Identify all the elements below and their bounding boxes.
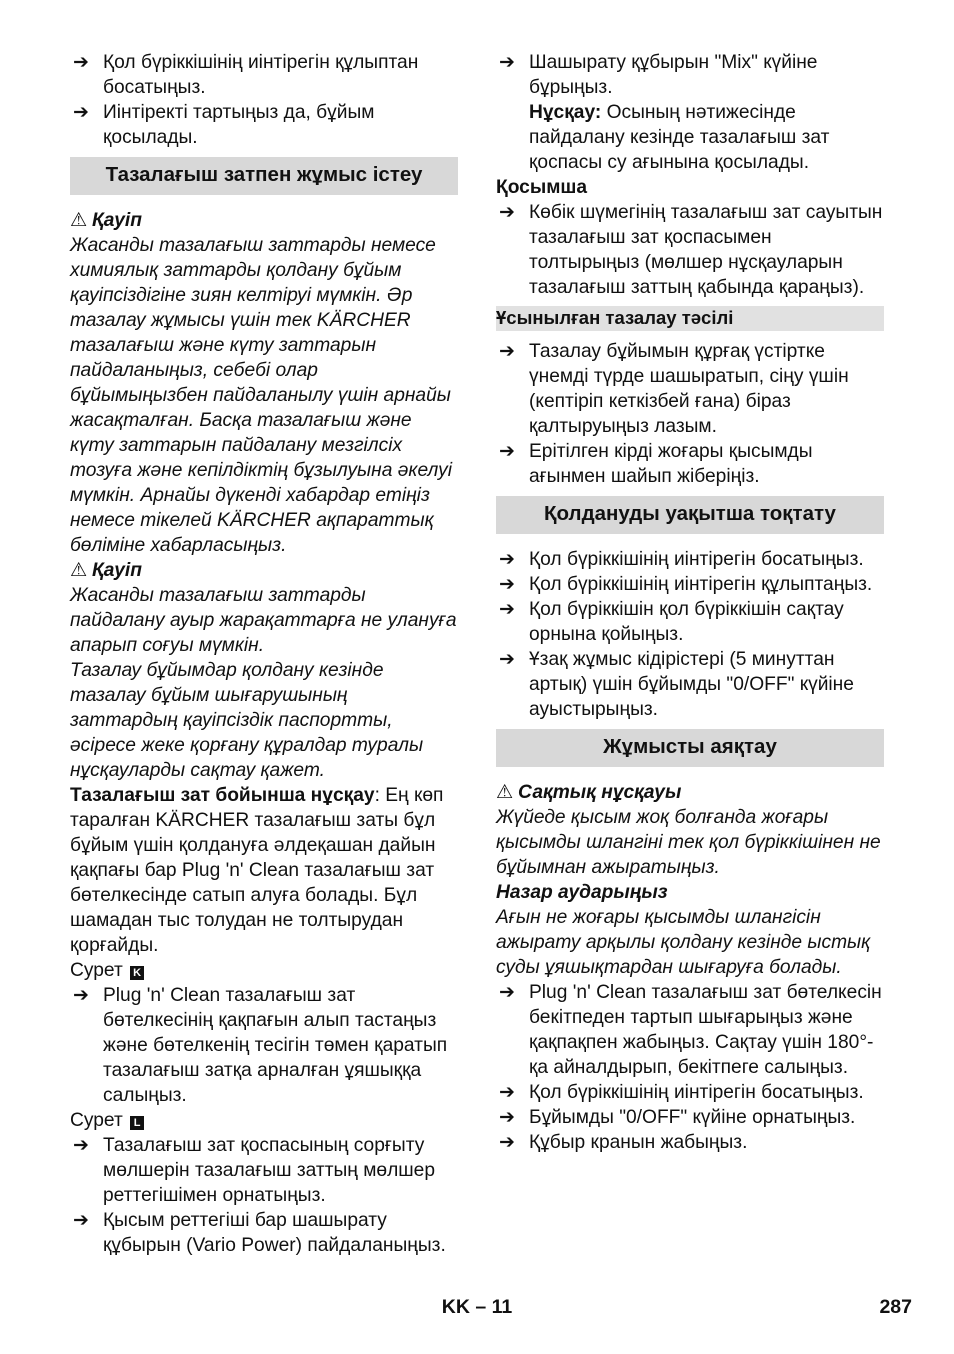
warning-triangle-icon: ⚠	[70, 210, 88, 231]
arrow-right-icon: ➔	[499, 1107, 515, 1128]
section-heading: Жұмысты аяқтау	[496, 729, 884, 767]
list-item: ➔ Құбыр кранын жабыңыз.	[499, 1132, 748, 1153]
figure-reference: Сурет L	[70, 1108, 458, 1133]
arrow-right-icon: ➔	[499, 1132, 515, 1153]
arrow-right-icon: ➔	[499, 549, 515, 570]
arrow-right-icon: ➔	[73, 985, 89, 1006]
arrow-right-icon: ➔	[499, 1082, 515, 1103]
safety-text: Жүйеде қысым жоқ болғанда жоғары қысымды шлангіні тек қол бүріккішінен не бұйымнан ажыратыңыз.	[496, 807, 881, 878]
right-column	[496, 50, 884, 1155]
arrow-right-icon: ➔	[73, 1135, 89, 1156]
arrow-right-icon: ➔	[499, 982, 515, 1003]
warning-triangle-icon: ⚠	[496, 782, 514, 803]
attention-title: Назар аударыңыз	[496, 882, 668, 903]
section-subheading: Ұсынылған тазалау тәсілі	[496, 306, 884, 331]
warning-text: Жасанды тазалағыш заттарды немесе химиялық заттарды қолдану бұйым қауіпсіздігіне зиян келтіруі мүмкін. Әр тазалау жұмысы үшін тек KÄRCHER тазалағыш және күту заттарын пайдаланыңыз, себебі олар бұйымыңызбен пайдаланылу үшін арнайы жасақталған. Басқа тазалағыш және күту заттарын пайдалану мезгілсіх тозуға және кепілдіктің бұзылуына әкелуі мүмкін. Арнайы дүкенді хабардар етіңіз немесе тікелей KÄRCHER ақпараттық бөліміне хабарласыңыз.	[70, 235, 452, 556]
subheading-addition: Қосымша	[496, 177, 588, 198]
arrow-right-icon: ➔	[73, 102, 89, 123]
arrow-right-icon: ➔	[499, 202, 515, 223]
arrow-right-icon: ➔	[73, 1210, 89, 1231]
list-item: ➔ Шашырату құбырын "Mix" күйіне бұрыңыз.	[499, 52, 818, 98]
attention-text: Ағын не жоғары қысымды шлангісін ажырату арқылы қолдану кезінде ыстық суды ұяшықтардан шығаруға болады.	[496, 907, 871, 978]
list-item: ➔ Қол бүріккішінің иінтірегін құлыптаңыз.	[499, 574, 873, 595]
cleaning-agent-note: Тазалағыш зат бойынша нұсқау: Ең көп таралған KÄRCHER тазалағыш заты бұл бұйым үшін қолдануға әлдеқашан дайын қақпағы бар Plug 'n' Clean тазалағыш зат бөтелкесінде сатып алуға болады. Бұл шамадан тыс толудан не толтырудан қорғайды.	[70, 785, 444, 956]
arrow-right-icon: ➔	[73, 52, 89, 73]
figure-l-badge: L	[130, 1116, 144, 1130]
figure-reference: Сурет K	[70, 958, 458, 983]
list-item: ➔ Қол бүріккішінің иінтірегін құлыптан босатыңыз.	[73, 52, 419, 98]
warning-text: Тазалау бұйымдар қолдану кезінде тазалау бұйым шығарушының заттардың қауіпсіздік паспортты, әсіресе жеке қорғану құралдар туралы нұсқауларды сақтау қажет.	[70, 660, 424, 781]
arrow-right-icon: ➔	[499, 574, 515, 595]
warning-title: ⚠ Қауіп	[70, 210, 142, 231]
list-item: ➔ Көбік шүмегінің тазалағыш зат сауытын тазалағыш зат қоспасымен толтырыңыз (мөлшер нұсқауларын тазалағыш заттың қабында қараңыз).	[499, 202, 883, 298]
page-number: 287	[879, 1296, 912, 1318]
list-item: ➔ Қол бүріккішін қол бүріккішін сақтау орнына қойыңыз.	[499, 599, 844, 645]
list-item: ➔ Plug 'n' Clean тазалағыш зат бөтелкесін бекітпеден тартып шығарыңыз және қақпақпен жабыңыз. Сақтау үшін 180°-қа айналдырып, бекітпеге салыңыз.	[499, 982, 882, 1078]
arrow-right-icon: ➔	[499, 649, 515, 670]
list-item: ➔ Иінтіректі тартыңыз да, бұйым қосылады.	[73, 102, 375, 148]
list-item: ➔ Тазалау бұйымын құрғақ үстіртке үнемді түрде шашыратып, сіңу үшін (кептіріп кеткізбей ғана) біраз қалтыруыңыз лазым.	[499, 341, 849, 437]
instruction-note: Нұсқау: Осының нәтижесінде пайдалану кезінде тазалағыш зат қоспасы су ағынына қосылады.	[529, 102, 830, 173]
figure-k-badge: K	[130, 966, 144, 980]
left-column	[70, 50, 458, 1258]
arrow-right-icon: ➔	[499, 341, 515, 362]
list-item: ➔ Тазалағыш зат қоспасының сорғыту мөлшерін тазалағыш заттың мөлшер реттегішімен орнатыңыз.	[73, 1135, 435, 1206]
list-item: ➔ Plug 'n' Clean тазалағыш зат бөтелкесінің қақпағын алып тастаңыз және бөтелкенің тесігін төмен қаратып тазалағыш затқа арналған ұяшыққа салыңыз.	[73, 985, 448, 1106]
footer-section-label: KK – 11	[441, 1296, 513, 1318]
section-heading: Тазалағыш затпен жұмыс істеу	[70, 157, 458, 195]
list-item: ➔ Қол бүріккішінің иінтірегін босатыңыз.	[499, 1082, 864, 1103]
list-item: ➔ Қысым реттегіші бар шашырату құбырын (Vario Power) пайдаланыңыз.	[73, 1210, 446, 1256]
list-item: ➔ Ұзақ жұмыс кідірістері (5 минуттан артық) үшін бұйымды "0/OFF" күйіне ауыстырыңыз.	[499, 649, 854, 720]
list-item: ➔ Бұйымды "0/OFF" күйіне орнатыңыз.	[499, 1107, 856, 1128]
warning-triangle-icon: ⚠	[70, 560, 88, 581]
warning-text: Жасанды тазалағыш заттарды пайдалану ауыр жарақаттарға не улануға апарып соғуы мүмкін.	[70, 585, 457, 656]
section-heading: Қолдануды уақытша тоқтату	[496, 496, 884, 534]
safety-title: ⚠ Сақтық нұсқауы	[496, 782, 682, 803]
arrow-right-icon: ➔	[499, 441, 515, 462]
list-item: ➔ Ерітілген кірді жоғары қысымды ағынмен шайып жіберіңіз.	[499, 441, 813, 487]
arrow-right-icon: ➔	[499, 599, 515, 620]
arrow-right-icon: ➔	[499, 52, 515, 73]
warning-title: ⚠ Қауіп	[70, 560, 142, 581]
list-item: ➔ Қол бүріккішінің иінтірегін босатыңыз.	[499, 549, 864, 570]
